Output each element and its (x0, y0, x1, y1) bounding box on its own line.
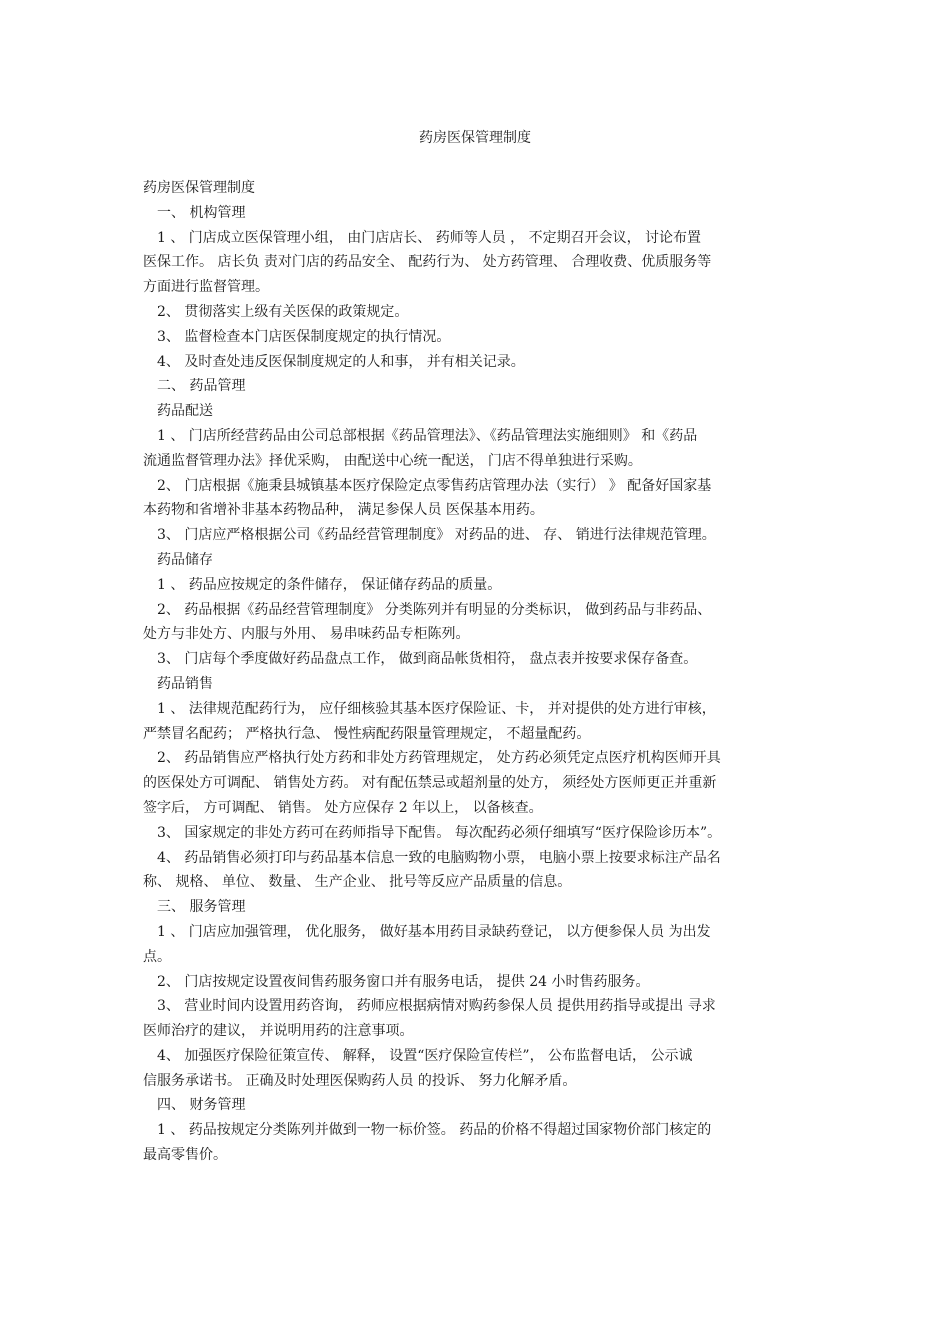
text-line: 3、 国家规定的非处方药可在药师指导下配售。 每次配药必须仔细填写“医疗保险诊历本”。 (157, 824, 722, 841)
text-line: 医师治疗的建议， 并说明用药的注意事项。 (143, 1023, 414, 1040)
text-line: 3、 门店每个季度做好药品盘点工作， 做到商品帐货相符， 盘点表并按要求保存备查。 (157, 651, 698, 668)
text-line: 药品配送 (157, 403, 213, 420)
text-line: 处方与非处方、内服与外用、 易串味药品专柜陈列。 (143, 626, 470, 643)
text-line: 本药物和省增补非基本药物品种， 满足参保人员 医保基本用药。 (143, 502, 544, 519)
text-line: 3、 监督检查本门店医保制度规定的执行情况。 (157, 328, 451, 345)
text-line: 药品储存 (157, 551, 213, 568)
text-line: 1 、 门店成立医保管理小组， 由门店店长、 药师等人员 ， 不定期召开会议， 讨论布置 (157, 229, 702, 246)
text-line: 4、 加强医疗保险征策宣传、 解释， 设置“医疗保险宣传栏”， 公布监督电话， 公示诚 (157, 1047, 693, 1064)
text-line: 1 、 药品按规定分类陈列并做到一物一标价签。 药品的价格不得超过国家物价部门核定的 (157, 1122, 712, 1139)
text-line: 流通监督管理办法》择优采购， 由配送中心统一配送， 门店不得单独进行采购。 (143, 452, 642, 469)
text-line: 3、 营业时间内设置用药咨询， 药师应根据病情对购药参保人员 提供用药指导或提出 寻求 (157, 998, 716, 1015)
text-line: 一、 机构管理 (157, 204, 246, 221)
text-line: 4、 及时查处违反医保制度规定的人和事， 并有相关记录。 (157, 353, 525, 370)
text-line: 点。 (143, 948, 171, 965)
text-line: 2、 药品根据《药品经营管理制度》 分类陈列并有明显的分类标识， 做到药品与非药品、 (157, 601, 712, 618)
text-line: 2、 贯彻落实上级有关医保的政策规定。 (157, 303, 409, 320)
text-line: 最高零售价。 (143, 1147, 227, 1164)
text-line: 签字后， 方可调配、 销售。 处方应保存 2 年以上， 以备核查。 (143, 799, 543, 816)
text-line: 1 、 法律规范配药行为， 应仔细核验其基本医疗保险证、卡， 并对提供的处方进行审核， (157, 700, 716, 717)
text-line: 2、 药品销售应严格执行处方药和非处方药管理规定， 处方药必须凭定点医疗机构医师开具 (157, 750, 721, 767)
text-line: 2、 门店根据《施秉县城镇基本医疗保险定点零售药店管理办法（实行） 》 配备好国家基 (157, 477, 712, 494)
text-line: 三、 服务管理 (157, 899, 246, 916)
text-line: 信服务承诺书。 正确及时处理医保购药人员 的投诉、 努力化解矛盾。 (143, 1072, 577, 1089)
text-line: 1 、 门店所经营药品由公司总部根据《药品管理法》、《药品管理法实施细则》 和《药品 (157, 427, 698, 444)
text-line: 3、 门店应严格根据公司《药品经营管理制度》 对药品的进、 存、 销进行法律规范管理。 (157, 527, 716, 544)
text-line: 方面进行监督管理。 (143, 279, 269, 296)
text-line: 4、 药品销售必须打印与药品基本信息一致的电脑购物小票， 电脑小票上按要求标注产品名 (157, 849, 721, 866)
text-line: 称、 规格、 单位、 数量、 生产企业、 批号等反应产品质量的信息。 (143, 874, 572, 891)
text-line: 的医保处方可调配、 销售处方药。 对有配伍禁忌或超剂量的处方， 须经处方医师更正并重新 (143, 775, 717, 792)
text-line: 医保工作。 店长负 责对门店的药品安全、 配药行为、 处方药管理、 合理收费、优质服务等 (143, 254, 712, 271)
text-line: 2、 门店按规定设置夜间售药服务窗口并有服务电话， 提供 24 小时售药服务。 (157, 973, 650, 990)
text-line: 严禁冒名配药； 严格执行急、 慢性病配药限量管理规定， 不超量配药。 (143, 725, 591, 742)
text-line: 1 、 门店应加强管理， 优化服务， 做好基本用药目录缺药登记， 以方便参保人员 为出发 (157, 923, 711, 940)
text-line: 1 、 药品应按规定的条件储存， 保证储存药品的质量。 (157, 576, 502, 593)
text-line: 药品销售 (157, 675, 213, 692)
text-line: 药房医保管理制度 (143, 180, 255, 196)
text-line: 四、 财务管理 (157, 1097, 246, 1114)
text-line: 二、 药品管理 (157, 378, 246, 395)
document-body (143, 176, 811, 1168)
page-title: 药房医保管理制度 (419, 130, 531, 146)
